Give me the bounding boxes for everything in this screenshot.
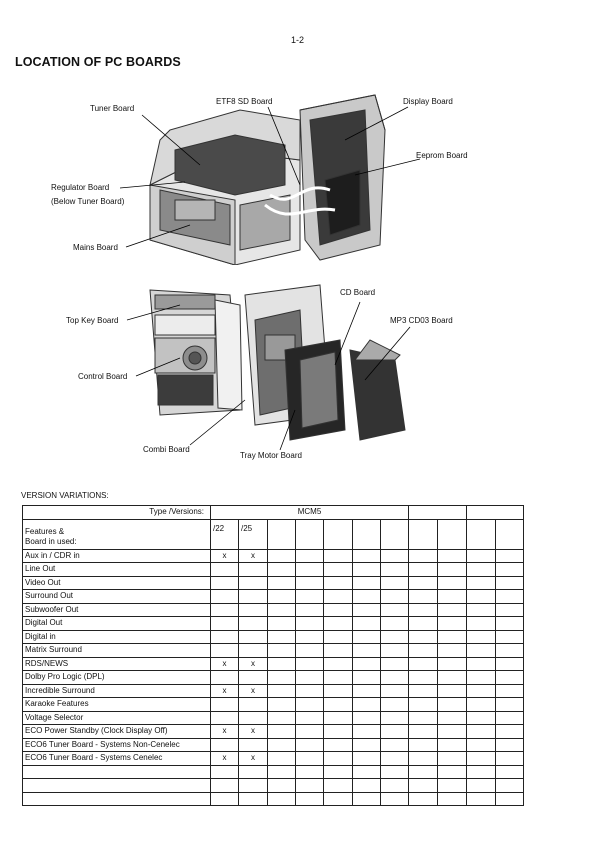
table-header-row	[23, 506, 524, 520]
empty-cell	[381, 563, 409, 577]
empty-cell	[467, 698, 496, 712]
mark-cell-v22	[211, 630, 239, 644]
table-row	[23, 563, 524, 577]
empty-cell	[496, 644, 524, 658]
empty-cell	[409, 576, 438, 590]
page-number: 1-2	[290, 35, 304, 45]
empty-cell	[353, 563, 381, 577]
empty-cell	[496, 617, 524, 631]
table-row	[23, 779, 524, 793]
label-mains-board: Mains Board	[73, 243, 118, 252]
empty-cell	[496, 779, 524, 793]
empty-cell	[467, 738, 496, 752]
empty-cell	[381, 576, 409, 590]
empty-cell	[438, 725, 467, 739]
empty-cell	[324, 549, 353, 563]
empty-cell	[353, 698, 381, 712]
table-row	[23, 657, 524, 671]
empty-cell	[296, 698, 324, 712]
empty-cell	[467, 549, 496, 563]
empty-cell	[268, 617, 296, 631]
empty-cell	[381, 684, 409, 698]
table-row	[23, 725, 524, 739]
empty-cell	[409, 549, 438, 563]
empty-cell	[409, 684, 438, 698]
empty-cell	[268, 725, 296, 739]
empty-cell	[409, 698, 438, 712]
empty-cell	[324, 590, 353, 604]
empty-cell	[381, 671, 409, 685]
empty-cell	[324, 738, 353, 752]
empty-cell	[438, 630, 467, 644]
mark-cell-v22	[211, 563, 239, 577]
empty-cell	[381, 752, 409, 766]
empty-cell	[467, 630, 496, 644]
mark-cell-v22: x	[211, 752, 239, 766]
empty-cell	[381, 738, 409, 752]
empty-cell	[496, 752, 524, 766]
empty-cell	[268, 738, 296, 752]
mark-cell-v22	[211, 576, 239, 590]
table-row	[23, 644, 524, 658]
table-row	[23, 792, 524, 806]
feature-cell: Incredible Surround	[23, 684, 211, 698]
empty-cell	[467, 779, 496, 793]
mark-cell-v25: x	[239, 549, 268, 563]
empty-cell	[496, 603, 524, 617]
empty-cell	[353, 792, 381, 806]
feature-cell: Digital in	[23, 630, 211, 644]
empty-cell	[381, 792, 409, 806]
empty-cell	[438, 765, 467, 779]
mark-cell-v22	[211, 644, 239, 658]
empty-cell	[409, 738, 438, 752]
empty-cell	[467, 603, 496, 617]
empty-cell	[353, 779, 381, 793]
empty-cell	[268, 630, 296, 644]
empty-cell	[353, 738, 381, 752]
empty-cell	[467, 725, 496, 739]
empty-cell	[268, 657, 296, 671]
empty-cell	[438, 576, 467, 590]
mark-cell-v25	[239, 711, 268, 725]
feature-cell: Video Out	[23, 576, 211, 590]
mark-cell-v22: x	[211, 657, 239, 671]
label-mp3-board: MP3 CD03 Board	[390, 316, 453, 325]
mark-cell-v25	[239, 779, 268, 793]
empty-header-group	[467, 506, 524, 520]
feature-cell: Subwoofer Out	[23, 603, 211, 617]
empty-cell	[324, 630, 353, 644]
empty-cell	[268, 752, 296, 766]
empty-cell	[324, 576, 353, 590]
empty-cell	[496, 725, 524, 739]
feature-cell: Aux in / CDR in	[23, 549, 211, 563]
mark-cell-v25	[239, 576, 268, 590]
empty-cell	[467, 752, 496, 766]
page-title: LOCATION OF PC BOARDS	[15, 55, 181, 69]
empty-cell	[296, 752, 324, 766]
table-row	[23, 576, 524, 590]
mark-cell-v25: x	[239, 725, 268, 739]
empty-cell	[296, 725, 324, 739]
label-etf8-board: ETF8 SD Board	[216, 97, 273, 106]
version-code-22: /22	[211, 519, 239, 549]
empty-cell	[381, 657, 409, 671]
empty-cell	[438, 684, 467, 698]
empty-cell	[268, 711, 296, 725]
empty-cell	[496, 576, 524, 590]
feature-cell: Line Out	[23, 563, 211, 577]
empty-cell	[353, 644, 381, 658]
label-top-key-board: Top Key Board	[66, 316, 119, 325]
empty-cell	[496, 563, 524, 577]
empty-cell	[353, 711, 381, 725]
mark-cell-v22	[211, 779, 239, 793]
empty-cell	[324, 779, 353, 793]
empty-cell	[296, 563, 324, 577]
mark-cell-v22	[211, 617, 239, 631]
empty-cell	[438, 590, 467, 604]
label-cd-board: CD Board	[340, 288, 376, 297]
empty-cell	[353, 752, 381, 766]
empty-cell	[438, 563, 467, 577]
feature-cell: ECO Power Standby (Clock Display Off)	[23, 725, 211, 739]
empty-cell	[324, 725, 353, 739]
feature-cell: Voltage Selector	[23, 711, 211, 725]
empty-cell	[409, 711, 438, 725]
empty-cell	[268, 590, 296, 604]
label-regulator-board: Regulator Board	[51, 183, 110, 192]
empty-cell	[268, 576, 296, 590]
mark-cell-v25	[239, 792, 268, 806]
feature-cell: Digital Out	[23, 617, 211, 631]
mark-cell-v22	[211, 698, 239, 712]
mark-cell-v22	[211, 590, 239, 604]
empty-cell	[438, 752, 467, 766]
empty-cell	[496, 765, 524, 779]
label-eeprom-board: Eeprom Board	[416, 151, 468, 160]
mark-cell-v22	[211, 603, 239, 617]
empty-cell	[467, 711, 496, 725]
empty-cell	[496, 590, 524, 604]
empty-cell	[409, 590, 438, 604]
version-variations-title: VERSION VARIATIONS:	[21, 491, 109, 500]
empty-header-group	[409, 506, 467, 520]
empty-cell	[381, 630, 409, 644]
empty-cell	[409, 603, 438, 617]
empty-cell	[353, 684, 381, 698]
features-header	[23, 519, 211, 549]
empty-cell	[381, 698, 409, 712]
empty-cell	[324, 792, 353, 806]
empty-cell	[353, 657, 381, 671]
table-row	[23, 603, 524, 617]
top-unit-drawing	[0, 90, 595, 265]
empty-cell	[381, 765, 409, 779]
table-row	[23, 590, 524, 604]
empty-cell	[296, 779, 324, 793]
empty-cell	[467, 563, 496, 577]
empty-cell	[467, 684, 496, 698]
empty-cell	[353, 576, 381, 590]
empty-cell	[438, 549, 467, 563]
table-row	[23, 671, 524, 685]
empty-cell	[409, 657, 438, 671]
mark-cell-v25	[239, 603, 268, 617]
empty-cell	[381, 590, 409, 604]
empty-cell	[296, 630, 324, 644]
empty-cell	[381, 725, 409, 739]
empty-cell	[268, 644, 296, 658]
mark-cell-v22: x	[211, 725, 239, 739]
empty-cell	[324, 684, 353, 698]
feature-cell	[23, 792, 211, 806]
feature-cell: ECO6 Tuner Board - Systems Cenelec	[23, 752, 211, 766]
table-row	[23, 698, 524, 712]
mark-cell-v25: x	[239, 752, 268, 766]
empty-cell	[353, 671, 381, 685]
empty-cell	[381, 617, 409, 631]
mark-cell-v25	[239, 590, 268, 604]
empty-cell	[409, 644, 438, 658]
mark-cell-v25: x	[239, 657, 268, 671]
mark-cell-v25	[239, 738, 268, 752]
label-tuner-board: Tuner Board	[90, 104, 135, 113]
table-row	[23, 617, 524, 631]
empty-cell	[381, 644, 409, 658]
mark-cell-v25	[239, 698, 268, 712]
empty-cell	[467, 644, 496, 658]
features-header-line1: Features &	[25, 526, 65, 536]
label-control-board: Control Board	[78, 372, 128, 381]
empty-cell	[381, 779, 409, 793]
feature-cell: RDS/NEWS	[23, 657, 211, 671]
empty-cell	[324, 644, 353, 658]
empty-cell	[296, 657, 324, 671]
empty-cell	[296, 792, 324, 806]
empty-cell	[324, 603, 353, 617]
empty-cell	[496, 711, 524, 725]
empty-cell	[353, 765, 381, 779]
empty-cell	[381, 603, 409, 617]
empty-cell	[438, 779, 467, 793]
empty-cell	[467, 576, 496, 590]
table-row	[23, 549, 524, 563]
empty-cell	[409, 752, 438, 766]
mark-cell-v22	[211, 738, 239, 752]
feature-cell: Surround Out	[23, 590, 211, 604]
feature-cell: Dolby Pro Logic (DPL)	[23, 671, 211, 685]
feature-cell: Karaoke Features	[23, 698, 211, 712]
mark-cell-v25	[239, 563, 268, 577]
table-subheader-row	[23, 519, 524, 549]
empty-cell	[268, 603, 296, 617]
empty-cell	[409, 765, 438, 779]
empty-cell	[296, 590, 324, 604]
empty-cell	[324, 617, 353, 631]
empty-cell	[296, 549, 324, 563]
label-tray-motor-board: Tray Motor Board	[240, 451, 302, 460]
table-row	[23, 711, 524, 725]
mark-cell-v25	[239, 630, 268, 644]
empty-cell	[496, 738, 524, 752]
empty-cell	[353, 725, 381, 739]
feature-cell	[23, 765, 211, 779]
empty-cell	[467, 617, 496, 631]
empty-cell	[467, 590, 496, 604]
empty-cell	[296, 617, 324, 631]
empty-cell	[296, 576, 324, 590]
feature-cell: Matrix Surround	[23, 644, 211, 658]
empty-cell	[496, 792, 524, 806]
empty-cell	[296, 644, 324, 658]
empty-cell	[268, 698, 296, 712]
mark-cell-v22	[211, 671, 239, 685]
mark-cell-v25: x	[239, 684, 268, 698]
empty-cell	[296, 738, 324, 752]
empty-cell	[438, 617, 467, 631]
mark-cell-v22: x	[211, 684, 239, 698]
empty-cell	[324, 657, 353, 671]
empty-cell	[268, 563, 296, 577]
table-row	[23, 738, 524, 752]
empty-cell	[496, 671, 524, 685]
empty-cell	[496, 549, 524, 563]
mark-cell-v25	[239, 671, 268, 685]
empty-cell	[268, 549, 296, 563]
empty-cell	[296, 684, 324, 698]
empty-cell	[268, 779, 296, 793]
top-board-diagram	[0, 90, 595, 265]
label-regulator-note: (Below Tuner Board)	[51, 197, 125, 206]
empty-cell	[438, 711, 467, 725]
version-variations-table	[22, 505, 524, 806]
mark-cell-v25	[239, 765, 268, 779]
empty-cell	[324, 765, 353, 779]
mark-cell-v22	[211, 765, 239, 779]
empty-cell	[438, 738, 467, 752]
empty-cell	[467, 792, 496, 806]
empty-cell	[438, 603, 467, 617]
mark-cell-v25	[239, 617, 268, 631]
empty-cell	[353, 590, 381, 604]
empty-cell	[324, 563, 353, 577]
empty-cell	[381, 549, 409, 563]
empty-cell	[324, 752, 353, 766]
empty-cell	[409, 563, 438, 577]
empty-cell	[409, 630, 438, 644]
empty-cell	[496, 684, 524, 698]
bottom-board-diagram	[0, 280, 595, 470]
empty-cell	[409, 671, 438, 685]
empty-cell	[467, 671, 496, 685]
empty-cell	[268, 765, 296, 779]
empty-cell	[409, 617, 438, 631]
label-combi-board: Combi Board	[143, 445, 190, 454]
empty-cell	[324, 671, 353, 685]
table-row	[23, 765, 524, 779]
mark-cell-v22	[211, 792, 239, 806]
feature-cell	[23, 779, 211, 793]
empty-cell	[268, 671, 296, 685]
empty-cell	[353, 617, 381, 631]
empty-cell	[296, 711, 324, 725]
empty-cell	[296, 671, 324, 685]
empty-cell	[296, 603, 324, 617]
table-row	[23, 752, 524, 766]
empty-cell	[268, 792, 296, 806]
empty-cell	[353, 549, 381, 563]
empty-cell	[324, 711, 353, 725]
empty-cell	[496, 630, 524, 644]
empty-cell	[409, 725, 438, 739]
empty-cell	[467, 765, 496, 779]
empty-cell	[409, 792, 438, 806]
empty-cell	[353, 630, 381, 644]
table-row	[23, 630, 524, 644]
mark-cell-v22	[211, 711, 239, 725]
label-display-board: Display Board	[403, 97, 453, 106]
empty-cell	[496, 698, 524, 712]
empty-cell	[438, 698, 467, 712]
empty-cell	[381, 711, 409, 725]
type-versions-header: Type /Versions:	[23, 506, 211, 520]
mark-cell-v22: x	[211, 549, 239, 563]
empty-cell	[438, 657, 467, 671]
feature-cell: ECO6 Tuner Board - Systems Non-Cenelec	[23, 738, 211, 752]
features-header-line2: Board in used:	[25, 536, 77, 546]
table-row	[23, 684, 524, 698]
empty-cell	[438, 671, 467, 685]
empty-cell	[324, 698, 353, 712]
empty-cell	[268, 684, 296, 698]
empty-cell	[467, 657, 496, 671]
empty-cell	[496, 657, 524, 671]
version-code-25: /25	[239, 519, 268, 549]
empty-cell	[353, 603, 381, 617]
empty-cell	[409, 779, 438, 793]
empty-cell	[438, 792, 467, 806]
model-header: MCM5	[211, 506, 409, 520]
empty-cell	[438, 644, 467, 658]
mark-cell-v25	[239, 644, 268, 658]
empty-cell	[296, 765, 324, 779]
